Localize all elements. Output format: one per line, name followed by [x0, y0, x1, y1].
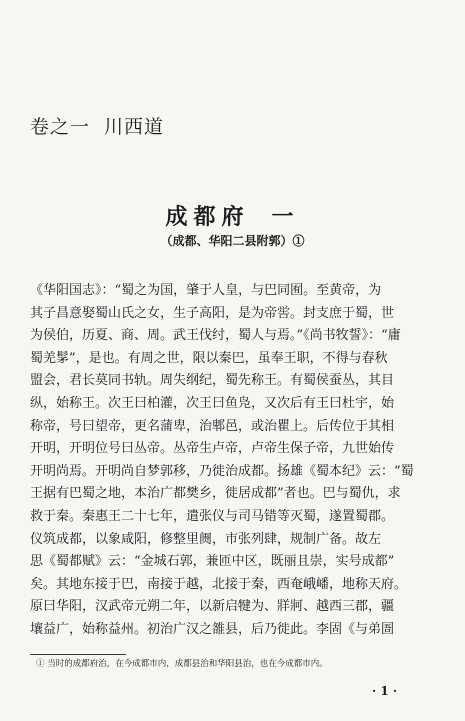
body-text [30, 280, 438, 642]
section-label: 川西道 [104, 116, 165, 138]
text-line: 纵，始称王。次王曰柏灌，次王曰鱼凫，又次后有王曰杜宇，始 [30, 395, 395, 411]
chapter-name: 成都府 [165, 204, 250, 230]
text-line: 蜀羌髳”，是也。有周之世，限以秦巴，虽奉王职，不得与春秋 [30, 350, 388, 366]
text-line: 王据有巴蜀之地，本治广都樊乡，徙居成都”者也。巴与蜀仇，求 [30, 486, 401, 502]
text-line: 思《蜀都赋》云：“金城石郭，兼匝中区，既丽且崇，实号成都” [30, 554, 395, 570]
footnote-divider [30, 654, 126, 655]
text-line: 矣。其地东接于巴，南接于越，北接于秦，西奄峨嶓，地称天府。 [30, 576, 408, 592]
chapter-number: 一 [271, 204, 300, 230]
text-line: 壤益广，始称益州。初治广汉之雒县，后乃徙此。李固《与弟圄 [30, 621, 395, 637]
text-line: 仪筑成都，以象咸阳，修整里阓，市张列肆，规制广备。故左 [30, 531, 382, 547]
text-line: 称帝，号曰望帝，更名蒲卑，治郫邑，或治瞿上。后传位于其相 [30, 418, 395, 434]
footnote: ① 当时的成都府治，在今成都市内，成都县治和华阳县治，也在今成都市内。 [36, 659, 328, 669]
page-number: · 1 · [372, 684, 398, 698]
text-line: 为侯伯，历夏、商、周。武王伐纣，蜀人与焉。”《尚书牧誓》：“庸 [30, 328, 401, 344]
text-line: 开明，开明位号曰丛帝。丛帝生卢帝，卢帝生保子帝，九世始传 [30, 441, 395, 457]
chapter-subtitle: （成都、华阳二县附郭）① [160, 234, 305, 248]
text-line: 救于秦。秦惠王二十七年，遣张仪与司马错等灭蜀，遂置蜀郡。 [30, 508, 395, 524]
volume-label: 卷之一 [30, 116, 91, 138]
volume-heading [30, 112, 164, 139]
chapter-heading [0, 200, 465, 231]
text-line: 开明尚焉。开明尚自梦郭移，乃徙治成都。扬雄《蜀本纪》云：“蜀 [30, 463, 414, 479]
text-line: 盟会，君长莫同书轨。周失纲纪，蜀先称王。有蜀侯蚕丛，其目 [30, 373, 395, 389]
text-line: 其子昌意娶蜀山氏之女，生子高阳，是为帝喾。封支庶于蜀，世 [30, 305, 395, 321]
text-line: 原曰华阳，汉武帝元朔二年，以新启犍为、牂牁、越西三郡，疆 [30, 599, 395, 615]
text-line: 《华阳国志》：“蜀之为国，肇于人皇，与巴同囿。至黄帝，为 [30, 283, 382, 298]
